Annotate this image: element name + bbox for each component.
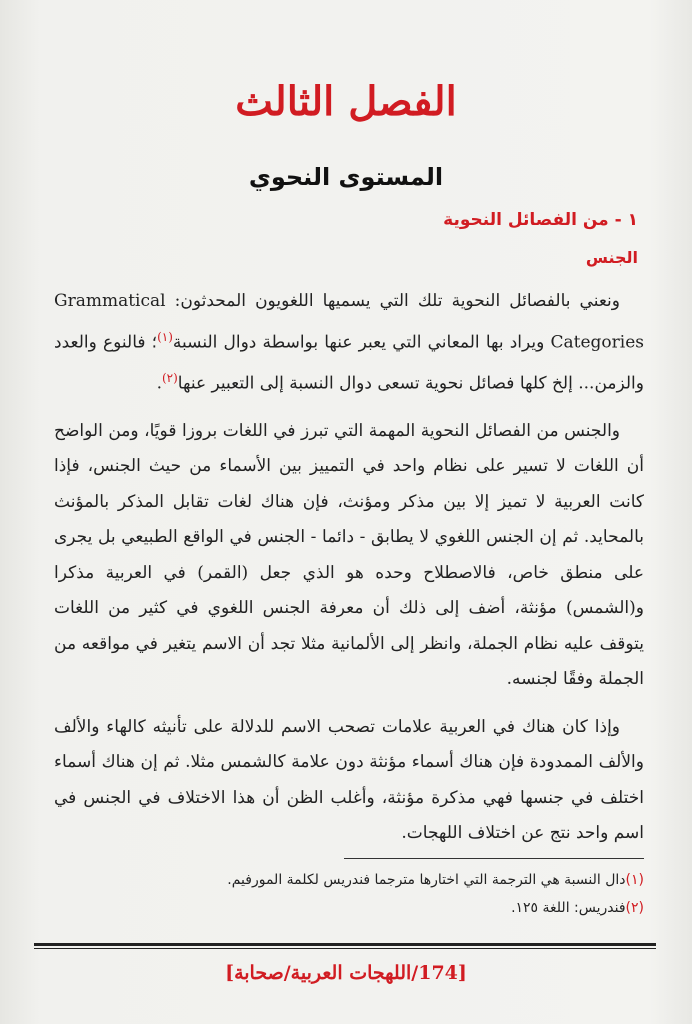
- footer-rule-thin: [34, 948, 656, 949]
- section-title: ١ - من الفصائل النحوية: [443, 210, 638, 230]
- latin-term: Grammatical Categories: [54, 291, 644, 353]
- footnote-divider: [344, 858, 644, 859]
- body-text: [54, 284, 644, 852]
- paragraph-2: والجنس من الفصائل النحوية المهمة التي تبرز في اللغات بروزا قويًا، ومن الواضح أن اللغات لا تسير على نظام واحد في التمييز بين الأسماء من حيث الجنس، فإذا كانت العربية لا تميز إلا بين مذكر ومؤنث، فإن هناك لغات تقابل المذكر بالمؤنث بالمحايد. ثم إن الجنس اللغوي لا يطابق - دائما - الجنس في الواقع الطبيعي بل يجرى على منطق خاص، فالاصطلاح وحده هو الذي جعل (القمر) في العربية مذكرا و(الشمس) مؤنثة، أضف إلى ذلك أن معرفة الجنس اللغوي في كثير من اللغات يتوقف عليه نظام الجملة، وانظر إلى الألمانية مثلا تجد أن الاسم يتغير في مواقعه من الجملة وفقًا لجنسه.: [54, 420, 644, 690]
- paragraph-1: ونعني بالفصائل النحوية تلك التي يسميها اللغويون المحدثون: Grammatical Categories ويراد بها المعاني التي يعبر عنها بواسطة دوال النسبة$^{(١)}$؛ فالنوع والعدد والزمن... إلخ كلها فصائل نحوية تسعى دوال النسبة إلى التعبير عنها$^{(٢)}$.: [54, 291, 644, 394]
- subheading: الجنس: [585, 248, 638, 267]
- page-footer: [174/اللهجات العربية/صحابة]: [225, 962, 467, 984]
- footnotes: [84, 866, 644, 922]
- chapter-heading: الفصل الثالث: [235, 78, 457, 125]
- footnote-ref-2[interactable]: (٢): [161, 370, 178, 385]
- footnote-1: (١)دال النسبة هي الترجمة التي اختارها مترجما فندريس لكلمة المورفيم.: [227, 872, 644, 888]
- footnote-ref-1[interactable]: (١): [157, 329, 173, 344]
- footnote-2: (٢)فندريس: اللغة ١٢٥.: [511, 900, 644, 916]
- footer-rule-thick: [34, 943, 656, 946]
- paragraph-3: وإذا كان هناك في العربية علامات تصحب الاسم للدلالة على تأنيثه كالهاء والألف والألف الممدودة فإن هناك أسماء مؤنثة دون علامة كالشمس مثلا. ثم إن هناك أسماء اختلف في جنسها فهي مذكرة مؤنثة، وأغلب الظن أن هذا الاختلاف في الجنس في اسم واحد نتج عن اختلاف اللهجات.: [54, 716, 644, 844]
- chapter-title: المستوى النحوي: [248, 163, 444, 191]
